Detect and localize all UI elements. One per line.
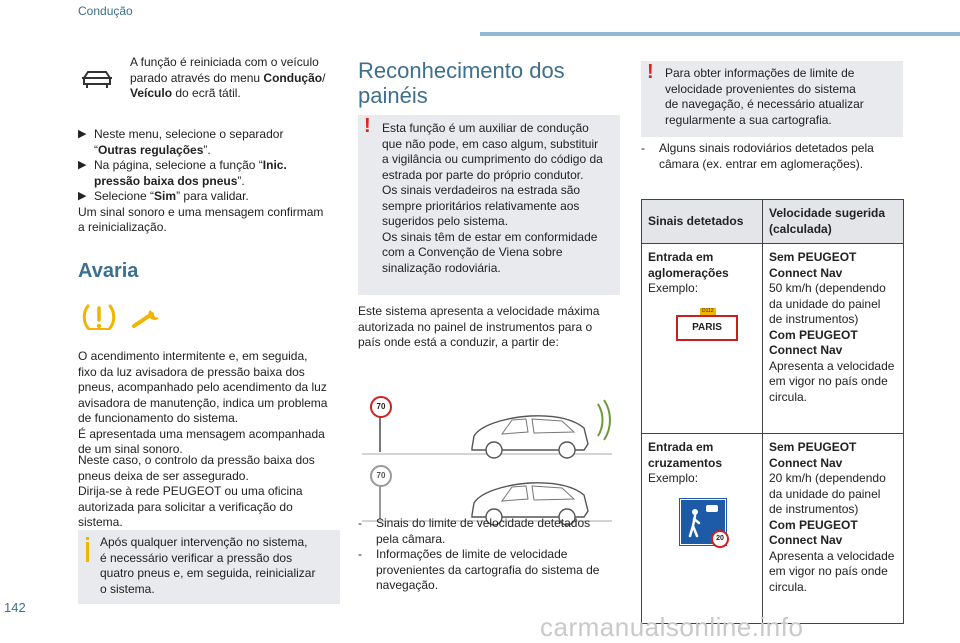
- table-row: [642, 244, 904, 434]
- step-1: ▶ Neste menu, selecione o separador “Outras regulações”.: [78, 127, 284, 157]
- paris-sign-road-number: D112: [702, 307, 714, 314]
- paris-sign-text: PARIS: [692, 321, 722, 333]
- camera-detection-illustration: [362, 388, 620, 460]
- shared-zone-speed-limit: 20: [711, 530, 729, 548]
- paris-entry-sign: [676, 307, 738, 341]
- header-suggested-speed: Velocidade sugerida (calculada): [763, 200, 904, 244]
- bullet-arrow-icon: ▶: [78, 190, 87, 202]
- warning-exclamation-icon: !: [647, 61, 654, 83]
- shared-zone-sign: [680, 499, 726, 545]
- warning-callout: ! Esta função é um auxiliar de condução que não pode, em caso algum, substituir a vigilância ou cumprimento do código da estrada por parte do próprio condutor. Os sinais verdadeiros na estrada são sempre prioritários relativamente aos sugeridos pelo sistema. Os sinais têm de estar em conformidade com a Convenção de Viena sobre sinalização rodoviária.: [358, 115, 620, 295]
- speed-limit-sign-camera: 70: [370, 396, 392, 418]
- map-update-callout: ! Para obter informações de limite de velocidade provenientes do sistema de navegação, é necessário atualizar regularmente a sua cartografia.: [641, 61, 903, 137]
- recognition-heading: Reconhecimento dos painéis: [358, 58, 565, 108]
- info-icon-dot: [86, 537, 89, 540]
- avaria-para-2: Neste caso, o controlo da pressão baixa dos pneus deixa de ser assegurado. Dirija-se à rede PEUGEOT ou uma oficina autorizada para solicitar a verificação do sistema.: [78, 453, 315, 529]
- avaria-heading: Avaria: [78, 260, 139, 282]
- reset-steps: [78, 127, 348, 236]
- speed-limit-sign-navigation: 70: [370, 465, 392, 487]
- avaria-para-1: O acendimento intermitente e, em seguida, fixo da luz avisadora de pressão baixa dos pneus, acompanhado pelo acendimento da luz avisadora de manutenção, indica um problema de funcionamento do sistema. É apresentada uma mensagem acompanhada de um sinal sonoro.: [78, 349, 328, 456]
- camera-signs-note: - Alguns sinais rodoviários detetados pela câmara (ex. entrar em aglomerações).: [641, 141, 874, 171]
- header-detected-signs: Sinais detetados: [642, 200, 763, 244]
- table-header-row: [642, 200, 904, 244]
- tyre-pressure-warning-icon: [82, 302, 116, 332]
- info-icon: [86, 542, 89, 562]
- row-agglomeration-sign: Entrada em aglomerações Exemplo: D112 PARIS: [642, 244, 763, 434]
- step-3: ▶ Selecione “Sim” para validar.: [78, 189, 249, 203]
- source-list: [358, 516, 620, 594]
- system-intro: Este sistema apresenta a velocidade máxima autorizada no painel de instrumentos para o país onde está a conduzir, a partir de:: [358, 304, 600, 349]
- step-2: ▶ Na página, selecione a função “Inic. pressão baixa dos pneus”.: [78, 158, 287, 188]
- row-agglomeration-speed: Sem PEUGEOT Connect Nav 50 km/h (dependendo da unidade do painel de instrumentos) Com PEUGEOT Connect Nav Apresenta a velocidade em vigor no país onde circula.: [763, 244, 904, 434]
- confirm-line-2: a reinicialização.: [78, 220, 167, 234]
- warning-exclamation-icon: !: [364, 115, 371, 137]
- bullet-arrow-icon: ▶: [78, 159, 87, 171]
- speed-signs-table: [641, 199, 904, 624]
- reset-intro: A função é reiniciada com o veículo parado através do menu Condução/ Veículo do ecrã tátil.: [130, 55, 326, 100]
- source-navigation: - Informações de limite de velocidade provenientes da cartografia do sistema de navegação.: [358, 547, 600, 592]
- section-header: Condução: [78, 4, 133, 18]
- row-crossing-sign: Entrada em cruzamentos Exemplo: 20: [642, 434, 763, 624]
- service-wrench-icon: [130, 306, 162, 330]
- watermark: carmanualsonline.info: [540, 612, 804, 642]
- source-camera: - Sinais do limite de velocidade detetados pela câmara.: [358, 516, 591, 546]
- row-crossing-speed: Sem PEUGEOT Connect Nav 20 km/h (dependendo da unidade do painel de instrumentos) Com PEUGEOT Connect Nav Apresenta a velocidade em vigor no país onde circula.: [763, 434, 904, 624]
- table-row: [642, 434, 904, 624]
- confirm-line-1: Um sinal sonoro e uma mensagem confirmam: [78, 204, 324, 219]
- car-menu-icon: [80, 66, 114, 92]
- bullet-arrow-icon: ▶: [78, 128, 87, 140]
- page-number: 142: [4, 600, 26, 615]
- info-callout: Após qualquer intervenção no sistema, é necessário verificar a pressão dos quatro pneus e, em seguida, reinicializar o sistema.: [78, 530, 340, 604]
- header-bar: [480, 32, 960, 36]
